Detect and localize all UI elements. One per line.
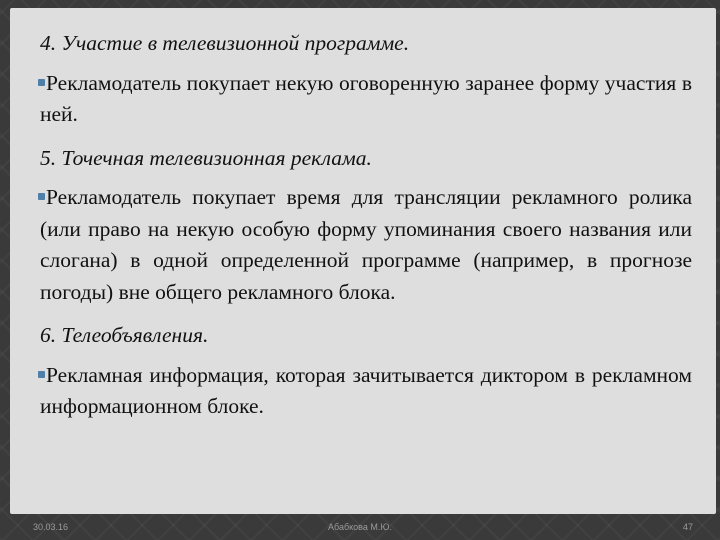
slide-footer: [0, 514, 720, 540]
bullet-item-4: [40, 68, 692, 131]
slide-number: 47: [682, 522, 693, 532]
bullet-icon: [38, 193, 45, 200]
section-heading-5: 5. Точечная телевизионная реклама.: [40, 145, 372, 170]
bullet-item-5: [40, 182, 692, 308]
bullet-text-5: Рекламодатель покупает время для трансляции рекламного ролика (или право на некую особую форму упоминания своего названия или слогана) в одной определенной программе (например, в прогнозе погоды) вне общего рекламного блока.: [40, 185, 692, 304]
bullet-icon: [38, 371, 45, 378]
slide-content-panel: [10, 8, 716, 514]
footer-date: 30.03.16: [33, 522, 69, 532]
bullet-icon: [38, 79, 45, 86]
bullet-item-6: [40, 360, 692, 423]
footer-author: Абабкова М.Ю.: [328, 522, 392, 532]
section-heading-4: 4. Участие в телевизионной программе.: [40, 31, 410, 55]
bullet-text-4: Рекламодатель покупает некую оговоренную заранее форму участия в ней.: [40, 70, 692, 126]
slide-body: [40, 28, 692, 423]
section-heading-6: 6. Телеобъявления.: [40, 323, 209, 347]
bullet-text-6: Рекламная информация, которая зачитывается диктором в рекламном информационном блоке.: [40, 362, 692, 418]
